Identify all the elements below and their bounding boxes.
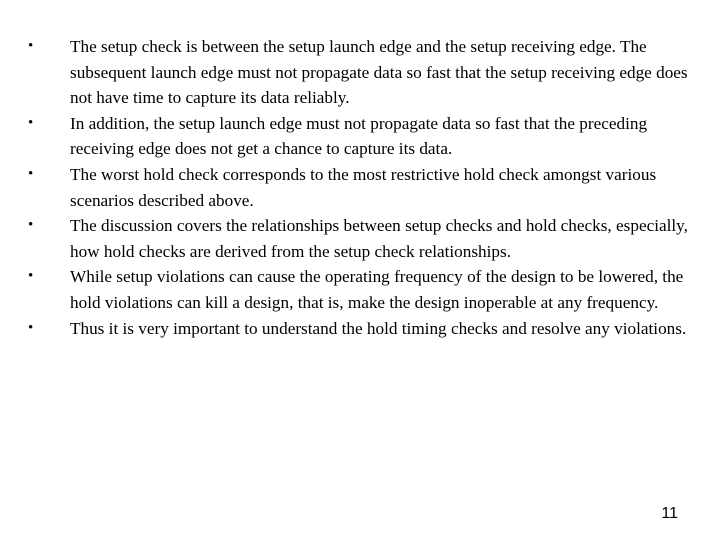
page-number: 11: [661, 505, 678, 522]
bullet-text: Thus it is very important to understand the hold timing checks and resolve any violations.: [70, 318, 687, 338]
bullet-item: [28, 162, 688, 213]
bullet-text: The worst hold check corresponds to the most restrictive hold check amongst various scenarios described above.: [70, 164, 657, 210]
bullet-text: The discussion covers the relationships between setup checks and hold checks, especially, how hold checks are derived from the setup check relationships.: [70, 216, 688, 261]
bullet-text: While setup violations can cause the operating frequency of the design to be lowered, the hold violations can kill a design, that is, make the design inoperable at any frequency.: [70, 267, 684, 312]
bullet-dot: •: [28, 217, 34, 234]
bullet-dot: •: [28, 165, 34, 182]
bullet-item: [28, 34, 688, 111]
bullet-item: [28, 111, 688, 162]
bullet-text: The setup check is between the setup launch edge and the setup receiving edge. The subsequent launch edge must not propagate data so fast that the setup receiving edge does not have time to capture its data reliably.: [70, 37, 688, 108]
bullet-text: In addition, the setup launch edge must not propagate data so fast that the preceding receiving edge does not get a chance to capture its data.: [70, 113, 648, 159]
bullet-dot: •: [28, 114, 34, 131]
bullet-dot: •: [28, 268, 34, 285]
bullet-list: [28, 34, 688, 341]
bullet-dot: •: [28, 319, 34, 336]
bullet-item: [28, 264, 688, 315]
bullet-item: [28, 316, 688, 342]
bullet-item: [28, 213, 688, 264]
bullet-dot: •: [28, 38, 34, 54]
